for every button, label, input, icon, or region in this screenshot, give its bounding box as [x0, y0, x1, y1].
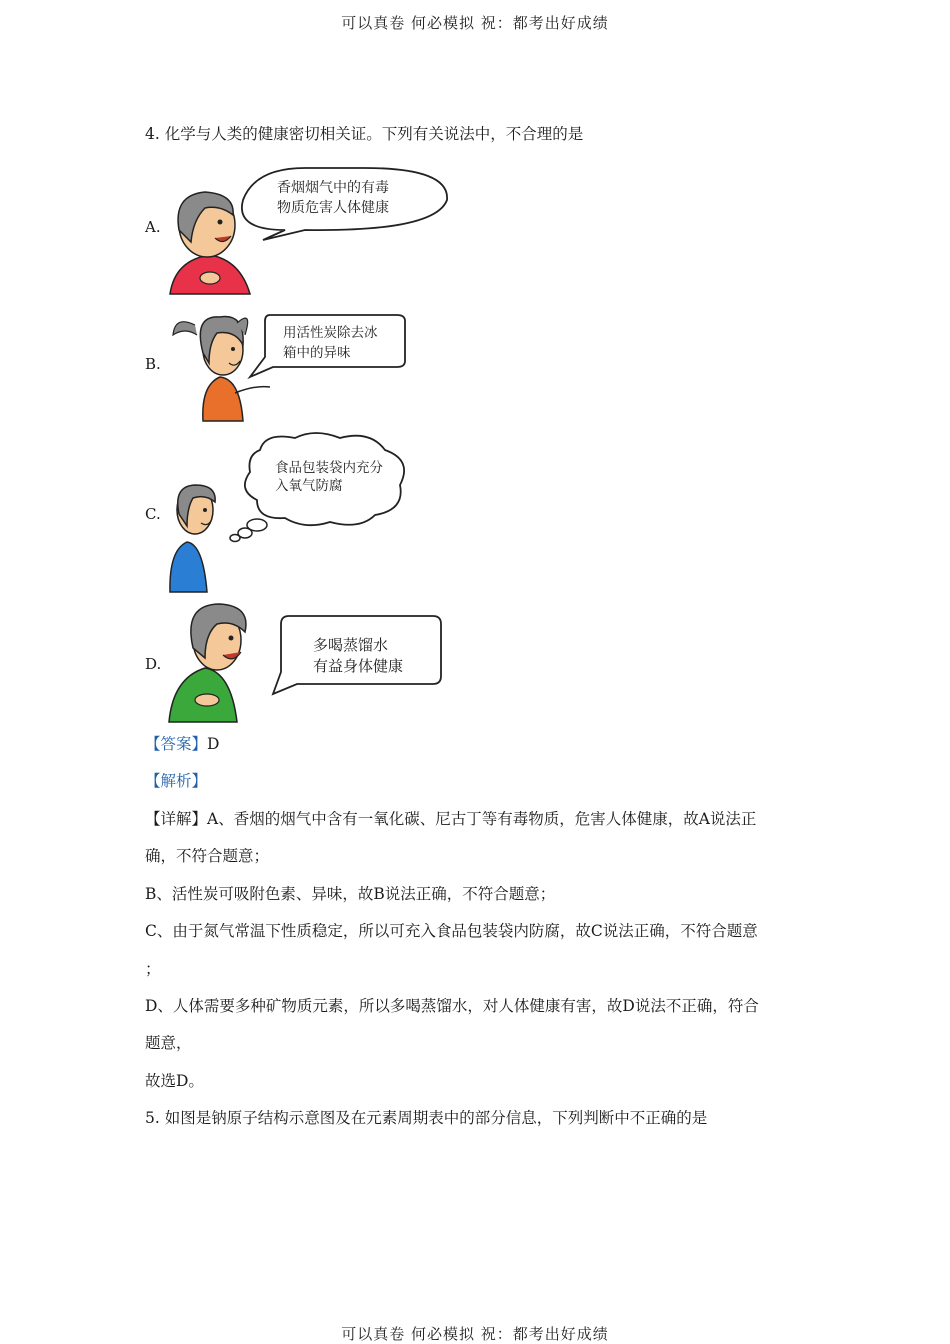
option-a-illustration [165, 160, 465, 300]
option-d-bubble-line-1: 多喝蒸馏水 [313, 636, 389, 654]
detail-line-5: ； [145, 960, 161, 978]
question-5-stem: 5. 如图是钠原子结构示意图及在元素周期表中的部分信息，下列判断中不正确的是 [145, 1109, 708, 1127]
option-d-bubble-line-2: 有益身体健康 [313, 657, 404, 675]
detail-line-6: D、人体需要多种矿物质元素，所以多喝蒸馏水，对人体健康有害，故D说法不正确，符合 [145, 997, 759, 1015]
option-c-figure [165, 430, 425, 599]
detail-line-2: 确，不符合题意； [145, 847, 270, 865]
detail-line-1: 【详解】A、香烟的烟气中含有一氧化碳、尼古丁等有毒物质，危害人体健康，故A说法正 [145, 810, 757, 828]
option-c-bubble-line-2: 入氧气防腐 [275, 478, 343, 494]
option-c-letter: C. [145, 505, 161, 523]
option-a-bubble-line-1: 香烟烟气中的有毒 [277, 180, 389, 196]
speech-bubble [273, 616, 441, 694]
page-header: 可以真卷 何必模拟 祝：都考出好成绩 [341, 14, 609, 32]
answer-value: D [207, 735, 220, 753]
option-c-bubble-line-1: 食品包装袋内充分 [275, 460, 383, 476]
option-b-bubble-line-1: 用活性炭除去冰 [283, 325, 378, 341]
answer-tag: 【答案】 [145, 735, 208, 753]
detail-line-4: C、由于氮气常温下性质稳定，所以可充入食品包装袋内防腐，故C说法正确，不符合题意 [145, 922, 758, 940]
option-c-illustration [165, 430, 425, 595]
shirt [170, 542, 207, 592]
option-b-bubble-line-2: 箱中的异味 [283, 345, 351, 361]
option-b-figure [165, 305, 425, 429]
detail-line-3: B、活性炭可吸附色素、异味，故B说法正确，不符合题意； [145, 885, 556, 903]
option-a-figure [165, 160, 465, 304]
option-b-illustration [165, 305, 425, 425]
answer-line [145, 733, 219, 755]
analysis-tag: 【解析】 [145, 772, 208, 790]
question-4-stem: 4. 化学与人类的健康密切相关证。下列有关说法中，不合理的是 [145, 125, 584, 143]
option-d-figure [165, 600, 450, 729]
option-d-illustration [165, 600, 450, 725]
hands [200, 272, 220, 284]
option-a-letter: A. [145, 218, 161, 236]
detail-line-8: 故选D。 [145, 1072, 204, 1090]
detail-line-7: 题意， [145, 1034, 192, 1052]
option-b-letter: B. [145, 355, 161, 373]
page-footer: 可以真卷 何必模拟 祝：都考出好成绩 [341, 1325, 609, 1343]
option-a-bubble-line-2: 物质危害人体健康 [277, 200, 389, 216]
option-d-letter: D. [145, 655, 162, 673]
shirt [203, 377, 243, 421]
hand [195, 694, 219, 706]
